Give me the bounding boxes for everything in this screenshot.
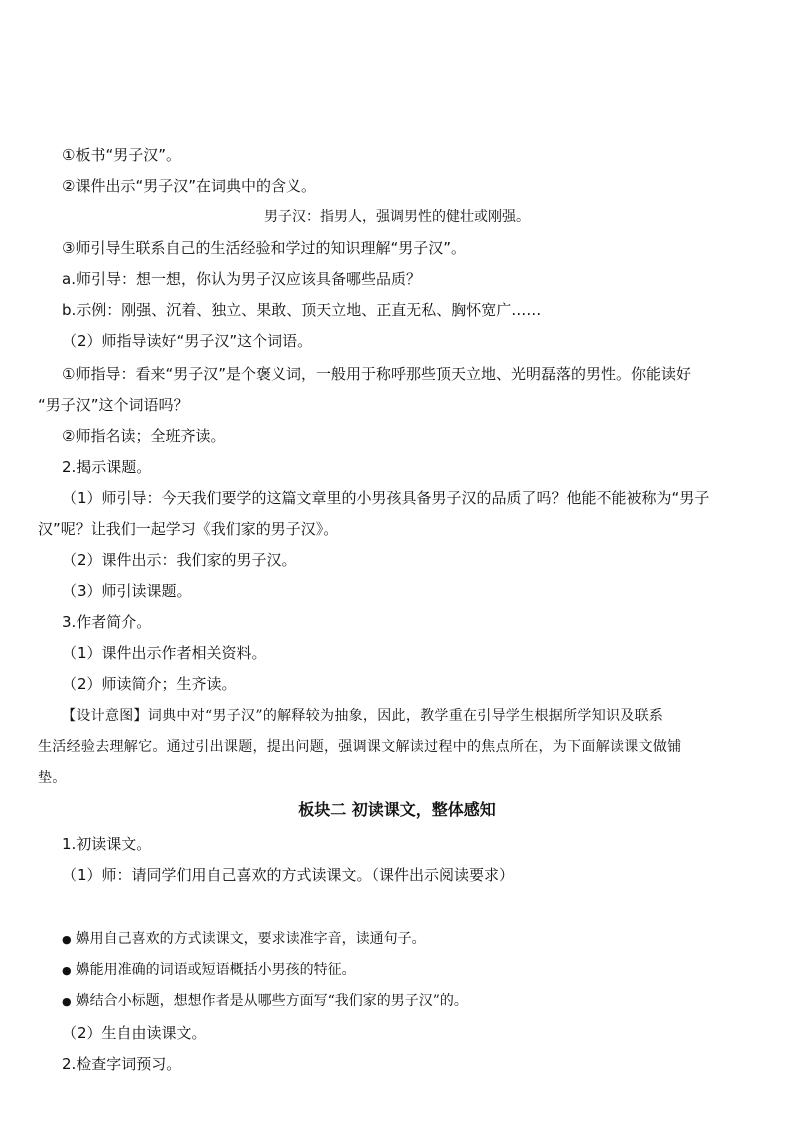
text-line: （2）师指导读好“男子汉”这个词语。 xyxy=(62,332,313,350)
text-line: （1）课件出示作者相关资料。 xyxy=(62,644,267,662)
text-line: ②课件出示“男子汉”在词典中的含义。 xyxy=(62,177,316,195)
text-line: 3.作者简介。 xyxy=(62,613,152,631)
text-line: 1.初读课文。 xyxy=(62,835,152,853)
list-item xyxy=(0,960,794,981)
design-note-line: 生活经验去理解它。通过引出课题，提出问题，强调课文解读过程中的焦点所在，为下面解读课文做铺 xyxy=(38,739,682,755)
bullet-icon: ● xyxy=(62,964,72,977)
section-title: 板块二 初读课文，整体感知 xyxy=(298,800,496,819)
bullet-icon: ● xyxy=(62,933,72,946)
text-line: （2）师读简介；生齐读。 xyxy=(62,675,237,693)
text-line: ①师指导：看来“男子汉”是个褒义词，一般用于称呼那些顶天立地、光明磊落的男性。你能读好 xyxy=(62,365,691,383)
text-line: ①板书“男子汉”。 xyxy=(62,146,181,164)
text-line: （1）师引导：今天我们要学的这篇文章里的小男孩具备男子汉的品质了吗？他能不能被称为“男子 xyxy=(62,489,710,507)
text-line: 2.揭示课题。 xyxy=(62,458,152,476)
list-item-text: 嬶用自己喜欢的方式读课文，要求读准字音，读通句子。 xyxy=(75,931,426,947)
list-item-text: 嬶能用准确的词语或短语概括小男孩的特征。 xyxy=(75,962,356,978)
definition-line: 男子汉：指男人，强调男性的健壮或刚强。 xyxy=(264,209,530,225)
list-item-text: 嬶结合小标题，想想作者是从哪些方面写“我们家的男子汉”的。 xyxy=(75,993,468,1009)
text-line: ③师引导生联系自己的生活经验和学过的知识理解“男子汉”。 xyxy=(62,239,466,257)
text-line: 汉”呢？让我们一起学习《我们家的男子汉》。 xyxy=(38,520,339,538)
text-line: 2.检查字词预习。 xyxy=(62,1055,182,1073)
list-item xyxy=(0,991,794,1012)
text-line: ②师指名读；全班齐读。 xyxy=(62,427,226,445)
text-line: b.示例：刚强、沉着、独立、果敢、顶天立地、正直无私、胸怀宽广…… xyxy=(62,301,542,319)
text-line: “男子汉”这个词语吗？ xyxy=(38,396,189,414)
text-line: （2）课件出示：我们家的男子汉。 xyxy=(62,551,297,569)
text-line: （1）师：请同学们用自己喜欢的方式读课文。（课件出示阅读要求） xyxy=(62,866,515,884)
text-line: （3）师引读课题。 xyxy=(62,582,192,600)
design-note-line: 垫。 xyxy=(38,770,67,786)
bullet-icon: ● xyxy=(62,995,72,1008)
design-note-line: 【设计意图】词典中对“男子汉”的解释较为抽象，因此，教学重在引导学生根据所学知识及联系 xyxy=(62,708,664,724)
list-item xyxy=(0,929,794,950)
text-line: （2）生自由读课文。 xyxy=(62,1024,207,1042)
text-line: a.师引导：想一想，你认为男子汉应该具备哪些品质？ xyxy=(62,270,421,288)
